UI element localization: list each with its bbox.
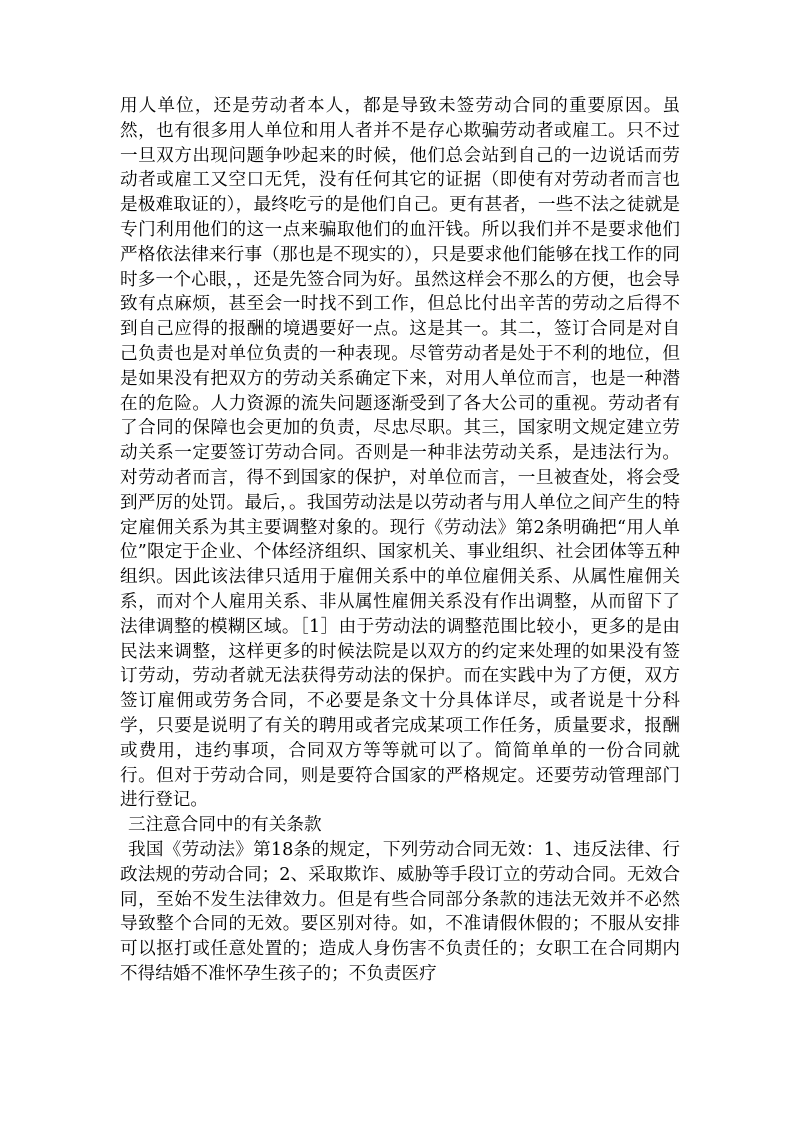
section-heading: 三注意合同中的有关条款 [128, 815, 322, 836]
section-paragraph: 我国《劳动法》第18条的规定，下列劳动合同无效：1、违反法律、行政法规的劳动合同；2、采取欺诈、威胁等手段订立的劳动合同。无效合同，至始不发生法律效力。但是有些合同部分条款的违法无效并不必然导致整个合同的无效。要区别对待。如，不准请假休假的；不服从安排可以抠打或任意处置的；造成人身伤害不负责任的；女职工在合同期内不得结婚不准怀孕生孩子的；不负责医疗 [120, 839, 680, 984]
body-paragraph: 用人单位，还是劳动者本人，都是导致未签劳动合同的重要原因。虽然，也有很多用人单位和用人者并不是存心欺骗劳动者或雇工。只不过一旦双方出现问题争吵起来的时候，他们总会站到自己的一边说话而劳动者或雇工又空口无凭，没有任何其它的证据（即使有对劳动者而言也是极难取证的），最终吃亏的是他们自己。更有甚者，一些不法之徒就是专门利用他们的这一点来骗取他们的血汗钱。所以我们并不是要求他们严格依法律来行事（那也是不现实的），只是要求他们能够在找工作的同时多一个心眼，，还是先签合同为好。虽然这样会不那么的方便，也会导致有点麻烦，甚至会一时找不到工作，但总比付出辛苦的劳动之后得不到自己应得的报酬的境遇要好一点。这是其一。其二，签订合同是对自己负责也是对单位负责的一种表现。尽管劳动者是处于不利的地位，但是如果没有把双方的劳动关系确定下来，对用人单位而言，也是一种潜在的危险。人力资源的流失问题逐渐受到了各大公司的重视。劳动者有了合同的保障也会更加的负责，尽忠尽职。其三，国家明文规定建立劳动关系一定要签订劳动合同。否则是一种非法劳动关系，是违法行为。对劳动者而言，得不到国家的保护，对单位而言，一旦被查处，将会受到严厉的处罚。最后，。我国劳动法是以劳动者与用人单位之间产生的特定雇佣关系为其主要调整对象的。现行《劳动法》第2条明确把“用人单位”限定于企业、个体经济组织、国家机关、事业组织、社会团体等五种组织。因此该法律只适用于雇佣关系中的单位雇佣关系、从属性雇佣关系，而对个人雇用关系、非从属性雇佣关系没有作出调整，从而留下了法律调整的模糊区域。［1］由于劳动法的调整范围比较小，更多的是由民法来调整，这样更多的时候法院是以双方的约定来处理的如果没有签订劳动，劳动者就无法获得劳动法的保护。而在实践中为了方便，双方签订雇佣或劳务合同，不必要是条文十分具体详尽，或者说是十分科学，只要是说明了有关的聘用或者完成某项工作任务，质量要求，报酬或费用，违约事项，合同双方等等就可以了。简简单单的一份合同就行。但对于劳动合同，则是要符合国家的严格规定。还要劳动管理部门进行登记。 [120, 96, 680, 811]
document-body [120, 94, 680, 987]
